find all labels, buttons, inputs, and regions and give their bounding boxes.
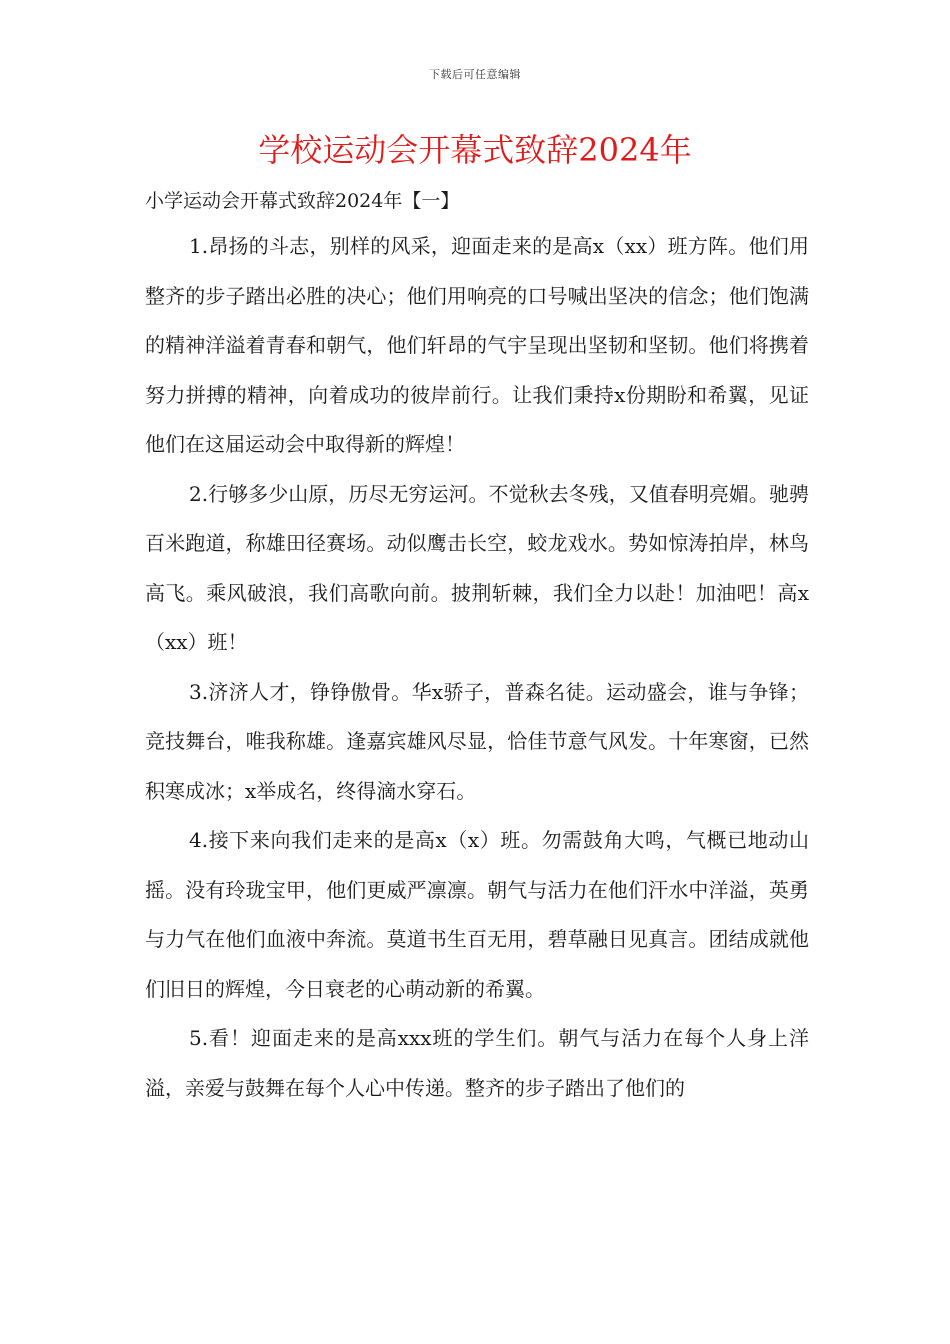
header-note: 下载后可任意编辑 [429, 68, 521, 81]
section-heading: 小学运动会开幕式致辞2024年【一】 [145, 190, 460, 212]
paragraph-5: 5.看！迎面走来的是高xxx班的学生们。朝气与活力在每个人身上洋溢，亲爱与鼓舞在每个人心中传递。整齐的步子踏出了他们的 [145, 1026, 809, 1100]
document-body [145, 182, 809, 1113]
document-title: 学校运动会开幕式致辞2024年 [258, 131, 692, 169]
paragraph-2: 2.行够多少山原，历尽无穷运河。不觉秋去冬残，又值春明亮媚。驰骋百米跑道，称雄田径赛场。动似鹰击长空，蛟龙戏水。势如惊涛拍岸，林鸟高飞。乘风破浪，我们高歌向前。披荆斩棘，我们全力以赴！加油吧！高x（xx）班！ [145, 481, 809, 654]
paragraph-1: 1.昂扬的斗志，别样的风采，迎面走来的是高x（xx）班方阵。他们用整齐的步子踏出必胜的决心；他们用响亮的口号喊出坚决的信念；他们饱满的精神洋溢着青春和朝气，他们轩昂的气宇呈现出坚韧和坚韧。他们将携着努力拼搏的精神，向着成功的彼岸前行。让我们秉持x份期盼和希翼，见证他们在这届运动会中取得新的辉煌！ [145, 234, 809, 456]
paragraph-4: 4.接下来向我们走来的是高x（x）班。勿需鼓角大鸣，气概已地动山摇。没有玲珑宝甲，他们更威严凛凛。朝气与活力在他们汗水中洋溢，英勇与力气在他们血液中奔流。莫道书生百无用，碧草融日见真言。团结成就他们旧日的辉煌，今日衰老的心萌动新的希翼。 [145, 828, 809, 1001]
paragraph-3: 3.济济人才，铮铮傲骨。华x骄子，普森名徒。运动盛会，谁与争锋；竞技舞台，唯我称雄。逢嘉宾雄风尽显，恰佳节意气风发。十年寒窗，已然积寒成冰；x举成名，终得滴水穿石。 [145, 679, 809, 803]
